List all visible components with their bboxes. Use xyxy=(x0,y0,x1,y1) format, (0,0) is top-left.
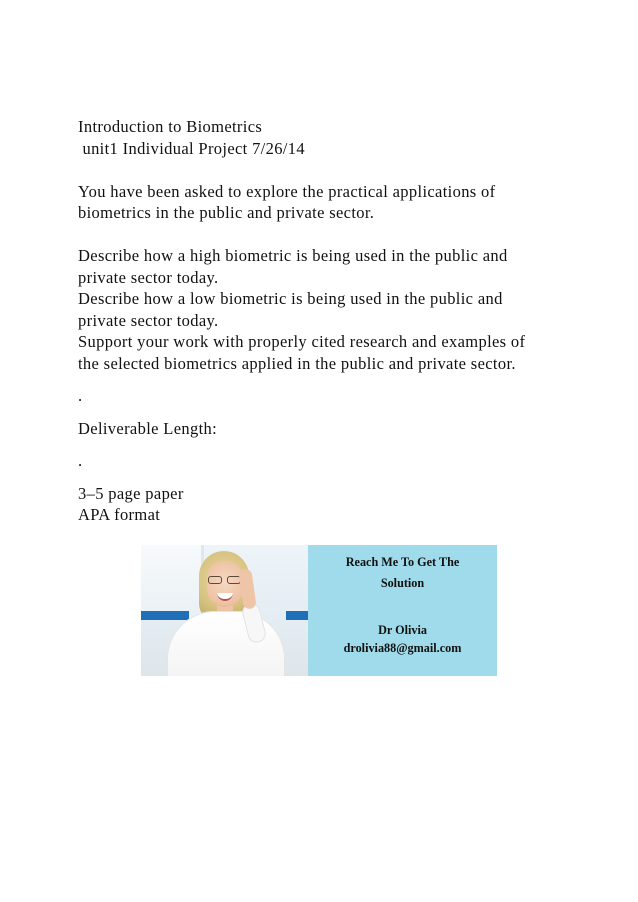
banner-heading-2: Solution xyxy=(380,576,425,590)
deliverable-format: APA format xyxy=(78,505,161,524)
requirement-text-line: Describe how a high biometric is being used in the public and xyxy=(78,246,508,265)
banner-heading: Reach Me To Get The xyxy=(345,555,460,569)
contact-info-panel xyxy=(308,545,497,676)
contact-email: drolivia88@gmail.com xyxy=(343,641,462,655)
deliverable-length: 3–5 page paper xyxy=(78,483,184,503)
intro-text-line: biometrics in the public and private sector. xyxy=(78,203,375,222)
separator-dot: . xyxy=(78,451,83,470)
deliverable-label: Deliverable Length: xyxy=(78,418,218,438)
requirement-text-line: the selected biometrics applied in the public and private sector. xyxy=(78,353,516,373)
requirement-text-line: Support your work with properly cited research and examples of xyxy=(78,332,526,351)
intro-text-line: You have been asked to explore the practical applications of xyxy=(78,181,496,201)
document-title: Introduction to Biometrics xyxy=(78,117,263,136)
requirement-text-line: Describe how a low biometric is being used in the public and xyxy=(78,289,503,308)
separator-dot: . xyxy=(78,386,83,405)
requirement-text-line: private sector today. xyxy=(78,267,219,287)
document-subtitle: unit1 Individual Project 7/26/14 xyxy=(78,138,305,158)
document-body xyxy=(78,116,578,526)
requirement-text-line: private sector today. xyxy=(78,310,219,330)
woman-photo xyxy=(141,545,308,676)
contact-name: Dr Olivia xyxy=(378,623,427,637)
contact-banner xyxy=(141,545,497,676)
